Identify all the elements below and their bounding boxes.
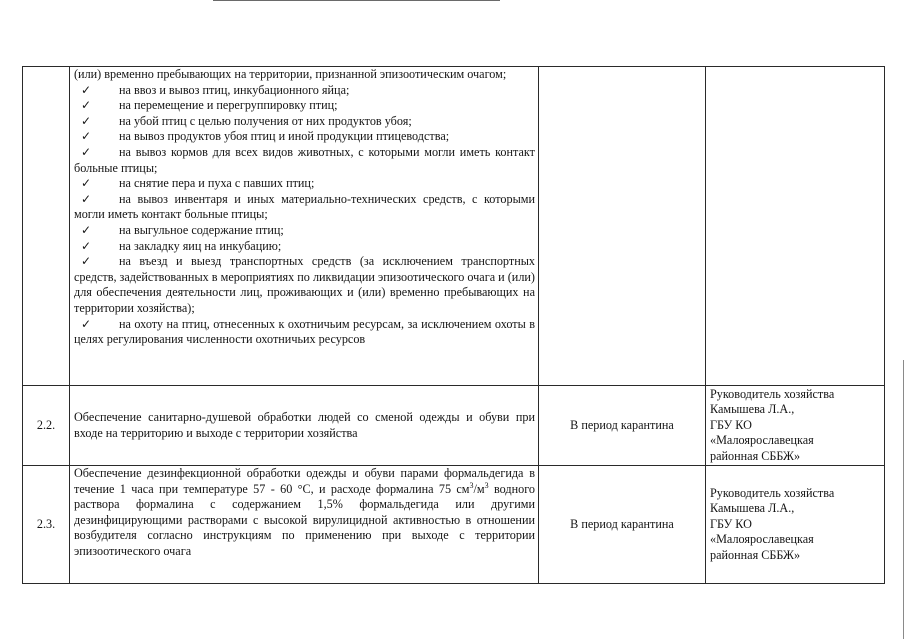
list-item: ✓ на выгульное содержание птиц; [81,222,284,237]
list-item: ✓ на закладку яиц на инкубацию; [81,238,282,253]
checkmark-icon: ✓ [81,191,92,206]
scan-edge-line [903,360,904,639]
period-cell [539,67,706,386]
list-item: ✓ на вывоз продуктов убоя птиц и иной продукции птицеводства; [81,129,450,144]
responsible-cell [706,67,885,386]
intro-text: (или) временно пребывающих на территории, признанной эпизоотическим очагом; [74,67,507,81]
checkmark-icon: ✓ [81,238,92,253]
responsible-line: Камышева Л.А., [710,501,795,516]
list-item: ✓ на снятие пера и пуха с павших птиц; [81,176,315,191]
measure-period: В период карантина [539,466,706,584]
list-item: ✓ на охоту на птиц, отнесенных к охотничьим ресурсам, за исключением охоты в целях регулирования численности охотничьих ресурсов [74,316,535,347]
row-number-cell [23,67,70,386]
measure-description: Обеспечение санитарно-душевой обработки людей со сменой одежды и обуви при входе на территорию и выходе с территории хозяйства [70,386,539,466]
checkmark-icon: ✓ [81,176,92,191]
responsible-line: ГБУ КО [710,516,752,531]
responsible-line: «Малоярославецкая [710,433,814,448]
table-row [23,67,885,386]
list-item: ✓ на убой птиц с целью получения от них продуктов убоя; [81,113,412,128]
list-item: ✓ на ввоз и вывоз птиц, инкубационного яйца; [81,82,350,97]
list-item: ✓ на вывоз кормов для всех видов животных, с которыми могли иметь контакт больные птицы; [74,144,535,175]
checkmark-icon: ✓ [81,129,92,144]
checkmark-icon: ✓ [81,316,92,331]
responsible-line: Руководитель хозяйства [710,386,835,401]
measure-period: В период карантина [539,386,706,466]
superscript: 3 [484,480,489,490]
superscript: 3 [469,480,474,490]
checkmark-icon: ✓ [81,144,92,159]
list-item: ✓ на перемещение и перегруппировку птиц; [81,98,338,113]
checkmark-icon: ✓ [81,254,92,269]
checkmark-icon: ✓ [81,82,92,97]
row-number: 2.2. [23,386,70,466]
list-item: ✓ на въезд и выезд транспортных средств (за исключением транспортных средств, задействованных в мероприятиях по ликвидации эпизоотического очага и (или) для обеспечения деятельности лиц, проживающих и (или) временно пребывающих на территории хозяйства); [74,254,535,315]
checkmark-icon: ✓ [81,222,92,237]
list-item: ✓ на вывоз инвентаря и иных материально-технических средств, с которыми могли иметь контакт больные птицы; [74,191,535,222]
responsible-line: Камышева Л.А., [710,402,795,417]
table-row [23,386,885,466]
responsible-line: ГБУ КО [710,417,752,432]
measure-description: Обеспечение дезинфекционной обработки одежды и обуви парами формальдегида в течение 1 часа при температуре 57 - 60 °C, и расходе формалина 75 $см^3/м^3$ водного раствора формалина с содержанием 1,5% формальдегида или другими дезинфицирующими растворами с высокой вирулицидной активностью в отношении возбудителя согласно инструкциям по применению при выходе с территории эпизоотического очага [70,466,539,584]
responsible-line: районная СББЖ» [710,448,801,463]
row-number: 2.3. [23,466,70,584]
responsible-line: районная СББЖ» [710,547,801,562]
table-row [23,466,885,584]
checkmark-icon: ✓ [81,113,92,128]
measure-responsible [706,466,885,584]
checkmark-icon: ✓ [81,98,92,113]
responsible-line: «Малоярославецкая [710,532,814,547]
measures-table [22,66,885,584]
measure-responsible [706,386,885,466]
top-rule-divider [213,0,500,1]
responsible-line: Руководитель хозяйства [710,485,835,500]
restrictions-cell [70,67,539,386]
